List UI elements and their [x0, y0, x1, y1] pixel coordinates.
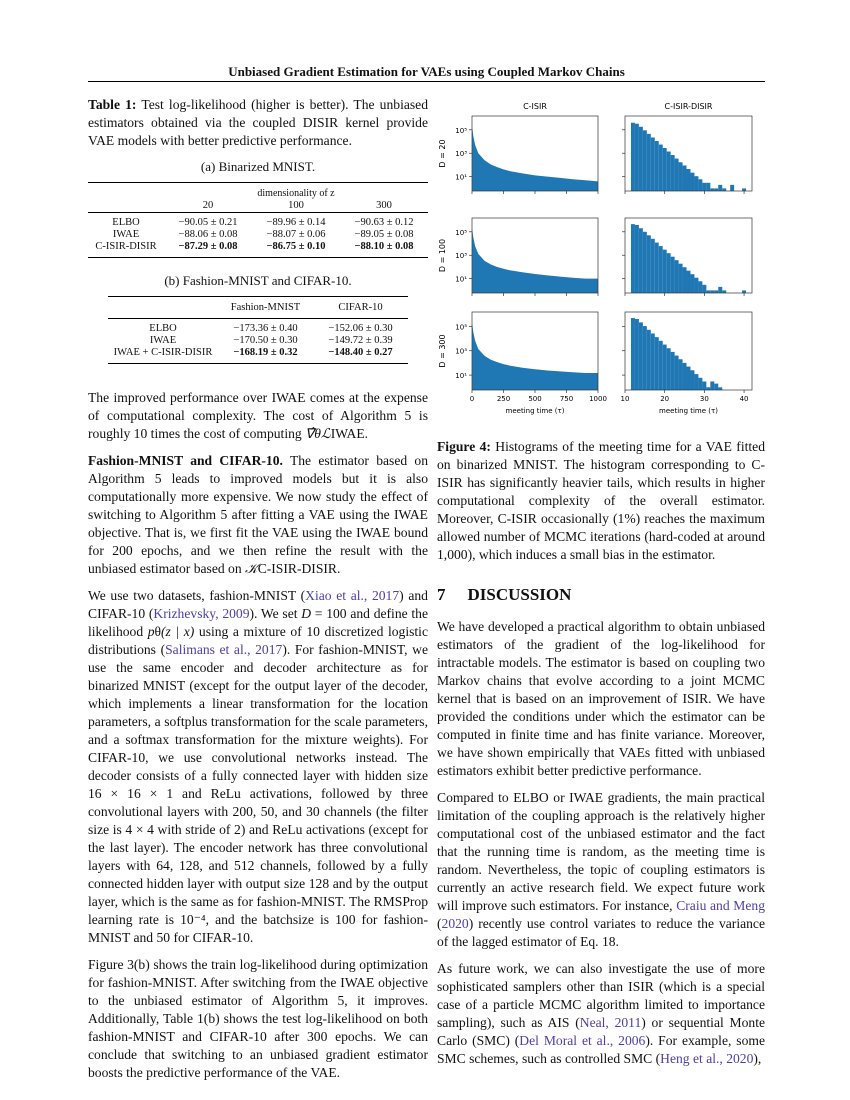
histogram-bar: [742, 290, 746, 293]
text-segment: (z | x): [161, 624, 195, 639]
right-column-text: [437, 438, 765, 1077]
column-header: 20: [202, 200, 214, 211]
group-header: dimensionality of z: [257, 188, 335, 199]
row-label: IWAE: [149, 335, 177, 346]
column-header: 300: [376, 200, 392, 211]
text-segment: D: [301, 606, 312, 621]
text-segment: θ: [314, 426, 321, 441]
histogram-bar: [698, 378, 702, 390]
histogram-bar: [679, 359, 683, 390]
histogram-bar: [643, 130, 647, 191]
histogram-bar: [639, 228, 643, 293]
text-segment: ). For example, some SMC schemes, such as controlled SMC (: [437, 1033, 765, 1066]
histogram-bar: [722, 188, 726, 191]
text-segment: 𝒦: [245, 561, 258, 576]
text-segment: We use two datasets, fashion-MNIST (: [88, 588, 306, 603]
histogram-bar: [671, 257, 675, 293]
x-tick-label: 40: [739, 395, 749, 403]
histogram-bar: [667, 348, 671, 390]
x-tick-label: 250: [496, 395, 511, 403]
cell: −89.05 ± 0.08: [354, 229, 414, 240]
histogram-bar: [694, 176, 698, 191]
x-tick-label: 10: [620, 395, 630, 403]
histogram-bar: [643, 326, 647, 390]
histogram-bar: [706, 183, 710, 191]
histogram-area-c-isir: [472, 126, 598, 191]
column-header: CIFAR-10: [338, 302, 383, 313]
figure-4-histograms: [436, 95, 770, 420]
text-segment: The estimator based on Algorithm 5 leads to improved models but it is also computationally more expensive. We now study the effect of switching to Algorithm 5 after fitting a VAE using the IWAE objective. That is, we first fit the VAE using the IWAE bound for 200 epochs, and we then refine the result with the unbiased estimator based on: [88, 453, 428, 576]
paragraph: [88, 587, 428, 947]
table-1a-caption: (a) Binarized MNIST.: [200, 159, 316, 174]
x-tick-label: 1000: [589, 395, 607, 403]
histogram-bar: [647, 235, 651, 293]
histogram-bar: [722, 290, 726, 293]
cell: −88.07 ± 0.06: [266, 229, 326, 240]
row-label: ELBO: [112, 217, 140, 228]
histogram-bar: [687, 271, 691, 293]
paragraph: [437, 618, 765, 780]
cell: −168.19 ± 0.32: [233, 347, 298, 358]
histogram-bar: [655, 141, 659, 191]
text-segment: = 100 and define the likelihood: [88, 606, 428, 639]
cell: −88.10 ± 0.08: [354, 241, 414, 252]
citation-link[interactable]: Salimans et al., 2017: [165, 642, 283, 657]
histogram-bar: [710, 290, 714, 293]
histogram-bar: [631, 224, 635, 293]
histogram-bar: [639, 127, 643, 191]
x-axis-label: meeting time (τ): [659, 407, 718, 415]
figure-4-label: Figure 4:: [437, 439, 491, 454]
y-tick-label: 10⁵: [455, 323, 467, 332]
panel-title: C-ISIR-DISIR: [664, 102, 713, 111]
histogram-bar: [694, 374, 698, 390]
histogram-bar: [659, 145, 663, 191]
header-rule: [88, 81, 765, 82]
running-header: Unbiased Gradient Estimation for VAEs using Coupled Markov Chains: [228, 64, 625, 79]
y-tick-label: 10¹: [455, 372, 467, 381]
histogram-bar: [659, 246, 663, 293]
cell: −87.29 ± 0.08: [178, 241, 238, 252]
histogram-bar: [714, 384, 718, 390]
panel-title: C-ISIR: [523, 102, 547, 111]
table-row: [108, 335, 408, 347]
histogram-bar: [643, 232, 647, 293]
y-tick-label: 10³: [455, 252, 467, 261]
text-segment: Fashion-MNIST and CIFAR-10.: [88, 453, 283, 468]
table-1-caption-text: Test log-likelihood (higher is better). The unbiased estimators obtained via the coupled DISIR kernel provide VAE models with better predictive performance.: [88, 97, 429, 148]
histogram-bar: [742, 188, 746, 191]
histogram-bar: [718, 387, 722, 390]
histogram-bar: [651, 239, 655, 293]
x-tick-label: 30: [699, 395, 709, 403]
text-segment: ) or sequential Monte Carlo (SMC) (: [437, 1015, 766, 1048]
histogram-bar: [714, 188, 718, 191]
histogram-bar: [631, 318, 635, 390]
section-number: 7: [437, 585, 446, 604]
histogram-bar: [730, 185, 734, 191]
table-row: [108, 319, 408, 336]
histogram-bar: [655, 243, 659, 293]
table-1a: [88, 182, 428, 258]
y-tick-label: 10³: [455, 347, 467, 356]
histogram-bar: [702, 285, 706, 293]
citation-link[interactable]: Xiao et al., 2017: [305, 588, 400, 603]
text-segment: θ: [154, 624, 162, 639]
text-segment: using a mixture of 10 discretized logistic distributions (: [88, 624, 428, 657]
column-header: 100: [288, 200, 304, 211]
text-segment: .: [364, 426, 369, 441]
histogram-bar: [710, 188, 714, 191]
row-label: D = 300: [438, 334, 447, 368]
paragraph: [437, 960, 765, 1068]
cell: −152.06 ± 0.30: [328, 323, 393, 334]
citation-link[interactable]: 2020: [441, 916, 469, 931]
figure-4-caption-text: Histograms of the meeting time for a VAE fitted on binarized MNIST. The histogram corresponding to C-ISIR has significantly heavier tails, which results in higher computational complexity of the overall estimator. Moreover, C-ISIR occasionally (1%) reaches the maximum allowed number of MCMC iterations (hard-coded at around 1,000), which induces a small bias in the estimator.: [437, 439, 765, 562]
text-segment: Figure 3(b) shows the train log-likelihood during optimization for fashion-MNIST. After switching from the IWAE objective to the unbiased estimator of Algorithm 5, it improves. Additionally, Table 1(b) shows the test log-likelihood on both fashion-MNIST and CIFAR-10 after 300 epochs. We can conclude that switching to an unbiased gradient estimator boosts the predictive performance of the VAE.: [88, 957, 428, 1080]
row-label: D = 100: [438, 238, 447, 273]
histogram-bar: [710, 381, 714, 390]
cell: −170.50 ± 0.30: [233, 335, 298, 346]
table-1-caption: [88, 96, 428, 150]
cell: −90.05 ± 0.21: [178, 217, 238, 228]
y-tick-label: 10⁵: [455, 228, 467, 237]
histogram-bar: [683, 363, 687, 390]
histogram-bar: [683, 165, 687, 191]
table-row: [88, 213, 428, 230]
table-1: [88, 96, 428, 364]
cell: −173.36 ± 0.40: [233, 323, 298, 334]
histogram-bar: [683, 267, 687, 293]
section-heading: [437, 586, 765, 604]
histogram-bar: [687, 169, 691, 191]
y-tick-label: 10¹: [455, 173, 467, 182]
row-label: IWAE + C-ISIR-DISIR: [113, 347, 213, 358]
histogram-bar: [698, 281, 702, 293]
cell: −149.72 ± 0.39: [328, 335, 393, 346]
histogram-bar: [706, 290, 710, 293]
histogram-bar: [679, 264, 683, 293]
citation-link[interactable]: Del Moral et al., 2006: [519, 1033, 646, 1048]
text-segment: ) and CIFAR-10 (: [88, 588, 428, 621]
cell: −148.40 ± 0.27: [328, 347, 393, 358]
histogram-bar: [667, 152, 671, 191]
table-row: [108, 347, 408, 364]
table-1b: [108, 296, 408, 364]
left-column-text: [88, 389, 428, 1091]
x-tick-label: 20: [660, 395, 670, 403]
paragraph: [437, 789, 765, 951]
histogram-bar: [690, 274, 694, 293]
histogram-bar: [675, 260, 679, 293]
paragraph: [88, 452, 428, 578]
histogram-bar: [647, 134, 651, 191]
histogram-bar: [706, 387, 710, 390]
x-axis-label: meeting time (τ): [505, 407, 565, 415]
histogram-bar: [675, 159, 679, 191]
text-segment: p: [147, 624, 155, 639]
histogram-bar: [718, 287, 722, 293]
citation-link[interactable]: Neal, 2011: [579, 1015, 642, 1030]
x-tick-label: 0: [469, 395, 475, 403]
histogram-bar: [702, 183, 706, 191]
histogram-bar: [671, 155, 675, 191]
histogram-area-c-isir: [472, 323, 598, 390]
column-header: Fashion-MNIST: [230, 302, 301, 313]
text-segment: (: [437, 916, 442, 931]
text-segment: IWAE: [330, 426, 365, 441]
histogram-bar: [655, 337, 659, 390]
citation-link[interactable]: Krizhevsky, 2009: [153, 606, 250, 621]
histogram-bar: [639, 322, 643, 390]
histogram-bar: [702, 381, 706, 390]
citation-link[interactable]: Craiu and Meng: [676, 898, 765, 913]
histogram-bar: [651, 333, 655, 390]
row-label: IWAE: [112, 229, 140, 240]
text-segment: ). We set: [249, 606, 302, 621]
y-tick-label: 10⁵: [455, 126, 467, 135]
histogram-bar: [675, 356, 679, 390]
histogram-bar: [663, 250, 667, 293]
histogram-area-c-isir: [472, 228, 598, 293]
cell: −88.06 ± 0.08: [178, 229, 238, 240]
histogram-bar: [635, 124, 639, 191]
histogram-bar: [663, 148, 667, 191]
text-segment: Compared to ELBO or IWAE gradients, the main practical limitation of the coupling approach is the relatively higher computational cost of the unbiased estimator and the fact that the running time is random, as the meeting time is random. Nevertheless, the topic of coupling estimators is currently an active research field. We expect future work will improve such estimators. For instance,: [437, 790, 765, 913]
text-segment: ∇̂: [305, 426, 315, 441]
histogram-bar: [631, 123, 635, 191]
y-tick-label: 10¹: [455, 275, 467, 284]
figure-4-caption: [437, 438, 765, 564]
x-tick-label: 750: [559, 395, 574, 403]
table-row: [88, 241, 428, 258]
histogram-bar: [667, 253, 671, 293]
cell: −89.96 ± 0.14: [266, 217, 326, 228]
text-segment: .: [337, 561, 341, 576]
table-1-label: Table 1:: [88, 97, 137, 112]
cell: −90.63 ± 0.12: [354, 217, 414, 228]
histogram-bar: [679, 162, 683, 191]
histogram-bar: [690, 173, 694, 191]
table-row: [88, 229, 428, 241]
row-label: ELBO: [149, 323, 177, 334]
histogram-bar: [635, 319, 639, 390]
histogram-bar: [718, 185, 722, 191]
row-label: D = 20: [438, 139, 447, 168]
text-segment: As future work, we can also investigate the use of more sophisticated samplers other than ISIR (which is a special case of a particle MCMC algorithm limited to importance sampling), such as AIS (: [437, 961, 765, 1030]
paragraph: [88, 956, 428, 1082]
histogram-bar: [659, 341, 663, 390]
x-tick-label: 500: [528, 395, 542, 403]
histogram-bar: [714, 290, 718, 293]
text-segment: ),: [753, 1051, 762, 1066]
section-title: DISCUSSION: [467, 585, 572, 604]
histogram-bar: [698, 179, 702, 191]
citation-link[interactable]: Heng et al., 2020: [660, 1051, 754, 1066]
text-segment: ). For fashion-MNIST, we use the same encoder and decoder architecture as for binarized MNIST (except for the output layer of the decoder, which implements a linear transformation for the location parameters, a softplus transformation for the scale parameters, and a softmax transformation for the mixture weights). For CIFAR-10, we use convolutional networks instead. The decoder consists of a fully connected layer with hidden size 16 × 16 × 1 and ReLu activations, followed by three convolutional layers with 200, 50, and 30 channels (the filter size is 4 × 4 with stride of 2) and ReLu activations (except for the last layer). The encoder network has three convolutional layers with 64, 128, and 512 channels, followed by a fully connected hidden layer with output size 128 and by the output layer, which is the same as for fashion-MNIST. The RMSProp learning rate is 10⁻⁴, and the batchsize is 100 for fashion-MNIST and 50 for CIFAR-10.: [88, 642, 428, 945]
table-1b-caption: (b) Fashion-MNIST and CIFAR-10.: [164, 273, 352, 288]
histogram-bar: [663, 345, 667, 390]
histogram-bar: [635, 225, 639, 293]
text-segment: The improved performance over IWAE comes at the expense of computational complexity. The cost of Algorithm 5 is roughly 10 times the cost of computing: [88, 390, 428, 441]
histogram-bar: [687, 367, 691, 390]
y-tick-label: 10³: [455, 150, 467, 159]
histogram-bar: [651, 137, 655, 191]
text-segment: ) recently use control variates to reduce the variance of the lagged estimator of Eq. 18.: [437, 916, 765, 949]
text-segment: C-ISIR-DISIR: [257, 561, 337, 576]
histogram-bar: [671, 352, 675, 390]
cell: −86.75 ± 0.10: [266, 241, 326, 252]
histogram-bar: [690, 370, 694, 390]
histogram-bar: [647, 330, 651, 390]
row-label: C-ISIR-DISIR: [95, 241, 157, 252]
text-segment: ℒ: [320, 426, 331, 441]
text-segment: We have developed a practical algorithm to obtain unbiased estimators of the gradient of the log-likelihood for intractable models. The estimator is based on coupling two Markov chains that evolve according to a joint MCMC kernel that is based on an improvement of ISIR. We have provided the conditions under which the estimator can be computed in finite time and has finite variance. Moreover, we have shown empirically that VAEs fitted with unbiased estimators exhibit better predictive performance.: [437, 619, 765, 778]
histogram-bar: [694, 278, 698, 293]
paragraph: [88, 389, 428, 443]
